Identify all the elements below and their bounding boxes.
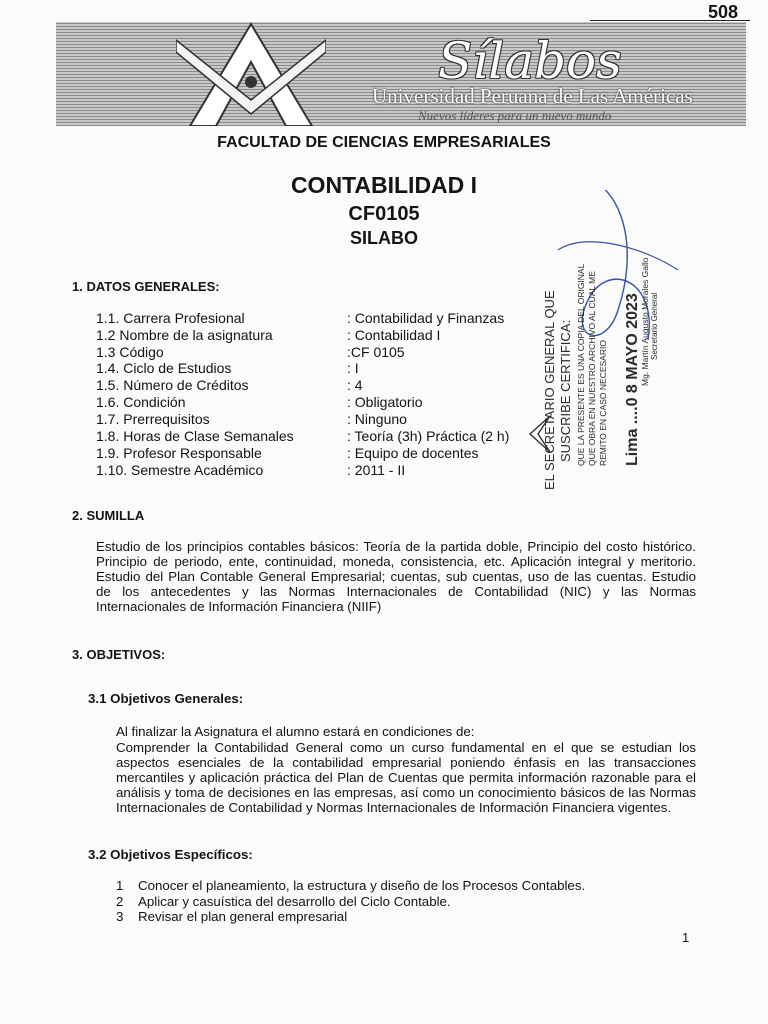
course-code: CF0105 bbox=[348, 203, 420, 225]
list-item-number: 2 bbox=[116, 894, 124, 909]
data-value: : Teoría (3h) Práctica (2 h) bbox=[347, 428, 510, 444]
data-row bbox=[96, 445, 536, 462]
data-row bbox=[96, 344, 536, 361]
data-value: : Contabilidad I bbox=[347, 327, 441, 343]
stamp-date: Lima ....0 8 MAYO 2023 bbox=[624, 293, 641, 466]
university-logo-icon bbox=[176, 22, 326, 126]
top-rule bbox=[590, 20, 750, 21]
data-label: 1.5. Número de Créditos bbox=[96, 377, 249, 393]
certification-stamp bbox=[528, 190, 688, 490]
stamp-signer: Mg. Martín Augusto Morales Gallo bbox=[640, 257, 650, 386]
data-label: 1.3 Código bbox=[96, 344, 164, 360]
data-value: : Equipo de docentes bbox=[347, 445, 479, 461]
page-number-top: 508 bbox=[708, 2, 739, 22]
header-banner bbox=[56, 22, 746, 126]
data-value: : I bbox=[347, 360, 359, 376]
faculty-title: FACULTAD DE CIENCIAS EMPRESARIALES bbox=[217, 134, 551, 151]
stamp-signer-title: Secretario General bbox=[650, 292, 659, 360]
objetivos-generales-text: Comprender la Contabilidad General como un curso fundamental en el que se estudian los aspectos esenciales de la contabilidad empresarial poniendo énfasis en las transacciones mercantiles y aplicación práctica del Plan de Cuentas que permita información razonable para el análisis y toma de decisiones en las empresas, así como un conocimiento básicos de las Normas Internacionales de Contabilidad y Normas Internacionales de Información Financiera vigentes. bbox=[116, 740, 696, 815]
stamp-line-5: REMITO EN CASO NECESARIO bbox=[598, 340, 608, 466]
data-label: 1.1. Carrera Profesional bbox=[96, 310, 245, 326]
data-row bbox=[96, 360, 536, 377]
course-title: CONTABILIDAD I bbox=[290, 172, 478, 198]
data-row bbox=[96, 310, 536, 327]
list-item-text: Conocer el planeamiento, la estructura y diseño de los Procesos Contables. bbox=[138, 878, 586, 893]
data-label: 1.9. Profesor Responsable bbox=[96, 445, 262, 461]
data-value: : 4 bbox=[347, 377, 363, 393]
data-label: 1.8. Horas de Clase Semanales bbox=[96, 428, 294, 444]
data-value: : Ninguno bbox=[347, 411, 407, 427]
university-name: Universidad Peruana de Las Américas bbox=[372, 84, 693, 108]
section-heading-sumilla: 2. SUMILLA bbox=[72, 508, 145, 523]
data-row bbox=[96, 394, 536, 411]
data-label: 1.6. Condición bbox=[96, 394, 186, 410]
data-row bbox=[96, 428, 536, 445]
data-row bbox=[96, 411, 536, 428]
subheading-objetivos-especificos: 3.2 Objetivos Específicos: bbox=[88, 847, 253, 862]
section-heading-objetivos: 3. OBJETIVOS: bbox=[72, 647, 166, 662]
data-value: : Contabilidad y Finanzas bbox=[347, 310, 505, 326]
data-value: :CF 0105 bbox=[347, 344, 405, 360]
objetivos-generales-intro: Al finalizar la Asignatura el alumno estará en condiciones de: bbox=[116, 724, 475, 739]
data-label: 1.2 Nombre de la asignatura bbox=[96, 327, 273, 343]
list-item-number: 1 bbox=[116, 878, 124, 893]
data-value: : 2011 - II bbox=[347, 462, 406, 478]
data-label: 1.7. Prerrequisitos bbox=[96, 411, 210, 427]
list-item-text: Revisar el plan general empresarial bbox=[138, 909, 348, 924]
data-label: 1.10. Semestre Académico bbox=[96, 462, 264, 478]
stamp-line-1: EL SECRETARIO GENERAL QUE bbox=[542, 290, 557, 490]
document-type: SILABO bbox=[349, 228, 418, 248]
stamp-line-3: QUE LA PRESENTE ES UNA COPIA DEL ORIGINAL bbox=[576, 263, 586, 466]
data-value: : Obligatorio bbox=[347, 394, 423, 410]
data-row bbox=[96, 462, 536, 479]
list-item-text: Aplicar y casuística del desarrollo del Ciclo Contable. bbox=[138, 894, 451, 909]
sumilla-text: Estudio de los principios contables básicos: Teoría de la partida doble, Principio del costo histórico. Principio de periodo, ente, continuidad, moneda, consistencia, etc. Aplicación integral y meritorio. Estudio del Plan Contable General Empresarial; cuentas, sub cuentas, uso de las cuentas. Estudio de los antecedentes y las Normas Internacionales de Contabilidad (NIC) y las Normas Internacionales de Información Financiera (NIIF) bbox=[96, 539, 696, 614]
university-motto: Nuevos líderes para un nuevo mundo bbox=[418, 108, 612, 123]
list-item-number: 3 bbox=[116, 909, 124, 924]
page-number-bottom: 1 bbox=[682, 930, 690, 945]
brand-title: Sílabos bbox=[438, 32, 622, 90]
subheading-objetivos-generales: 3.1 Objetivos Generales: bbox=[88, 691, 244, 706]
data-label: 1.4. Ciclo de Estudios bbox=[96, 360, 232, 376]
section-heading-datos-generales: 1. DATOS GENERALES: bbox=[72, 279, 220, 294]
data-row bbox=[96, 377, 536, 394]
stamp-line-2: SUSCRIBE CERTIFICA: bbox=[558, 319, 573, 462]
data-row bbox=[96, 327, 536, 344]
stamp-line-4: QUE OBRA EN NUESTRO ARCHIVO AL CUAL ME bbox=[587, 271, 597, 466]
